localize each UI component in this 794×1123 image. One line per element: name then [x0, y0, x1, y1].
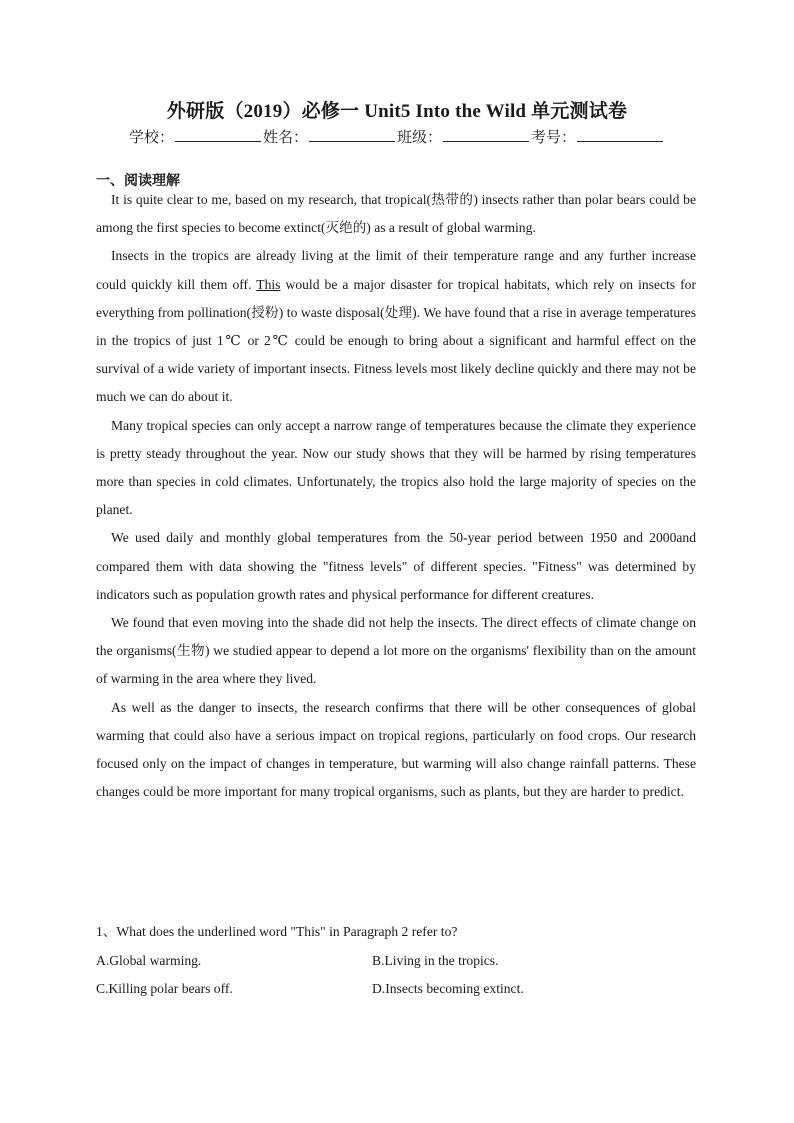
name-label: 姓名： [262, 130, 308, 146]
option-b[interactable]: B.Living in the tropics. [372, 953, 499, 968]
passage-paragraph-5: We found that even moving into the shade did not help the insects. The direct effects of climate change on the organisms(生物) we studied appear to depend a lot more on the organisms' flexibility than on the amount of warming in the area where they lived. [96, 615, 696, 687]
passage-paragraph-6: As well as the danger to insects, the research confirms that there will be other consequences of global warming that could also have a serious impact on tropical regions, particularly on food crops. Our research focused only on the impact of changes in temperature, but warming will also change rainfall patterns. These changes could be more important for many tropical organisms, such as plants, but they are harder to predict. [96, 699, 696, 800]
school-label: 学校： [128, 130, 174, 146]
exam-title: 外研版（2019）必修一 Unit5 Into the Wild 单元测试卷 [166, 101, 628, 122]
question-1-options [96, 947, 696, 1003]
class-blank[interactable] [443, 129, 529, 142]
student-info-line [0, 126, 794, 147]
class-label: 班级： [397, 130, 443, 146]
name-blank[interactable] [309, 129, 395, 142]
section-heading-reading: 一、阅读理解 [96, 174, 180, 189]
question-1-stem: 1、What does the underlined word "This" in Paragraph 2 refer to? [96, 924, 458, 939]
passage-paragraph-2 [96, 242, 696, 411]
option-c[interactable]: C.Killing polar bears off. [96, 981, 233, 997]
paragraph-2-end: would be a major disaster for tropical habitats, which rely on insects for everything from pollination(授粉) to waste disposal(处理). We have found that a rise in average temperatures in the tropics of just 1℃ or 2℃ could be enough to bring about a significant and harmful effect on the survival of a wide variety of important insects. Fitness levels most likely decline quickly and there may not be much we can do about it. [96, 276, 696, 405]
school-blank[interactable] [175, 129, 261, 142]
option-d[interactable]: D.Insects becoming extinct. [372, 981, 524, 997]
passage-paragraph-3: Many tropical species can only accept a narrow range of temperatures because the climate they experience is pretty steady throughout the year. Now our study shows that they will be harmed by rising temperatures more than species in cold climates. Unfortunately, the tropics also hold the large majority of species on the planet. [96, 417, 696, 518]
reading-passage [96, 186, 696, 806]
passage-paragraph-4: We used daily and monthly global temperatures from the 50-year period between 1950 and 2000and compared them with data showing the "fitness levels" of different species. "Fitness" was determined by indicators such as population growth rates and physical performance for different creatures. [96, 530, 696, 602]
paragraph-2-start: Insects in the tropics are already living at the limit of their temperature range and any further increase could quickly kill them off. [96, 248, 696, 292]
exam-number-blank[interactable] [577, 129, 663, 142]
option-a[interactable]: A.Global warming. [96, 953, 202, 968]
passage-paragraph-1: It is quite clear to me, based on my research, that tropical(热带的) insects rather than polar bears could be among the first species to become extinct(灭绝的) as a result of global warming. [96, 192, 696, 236]
exam-number-label: 考号： [531, 130, 577, 146]
underlined-word-this: This [256, 276, 281, 292]
